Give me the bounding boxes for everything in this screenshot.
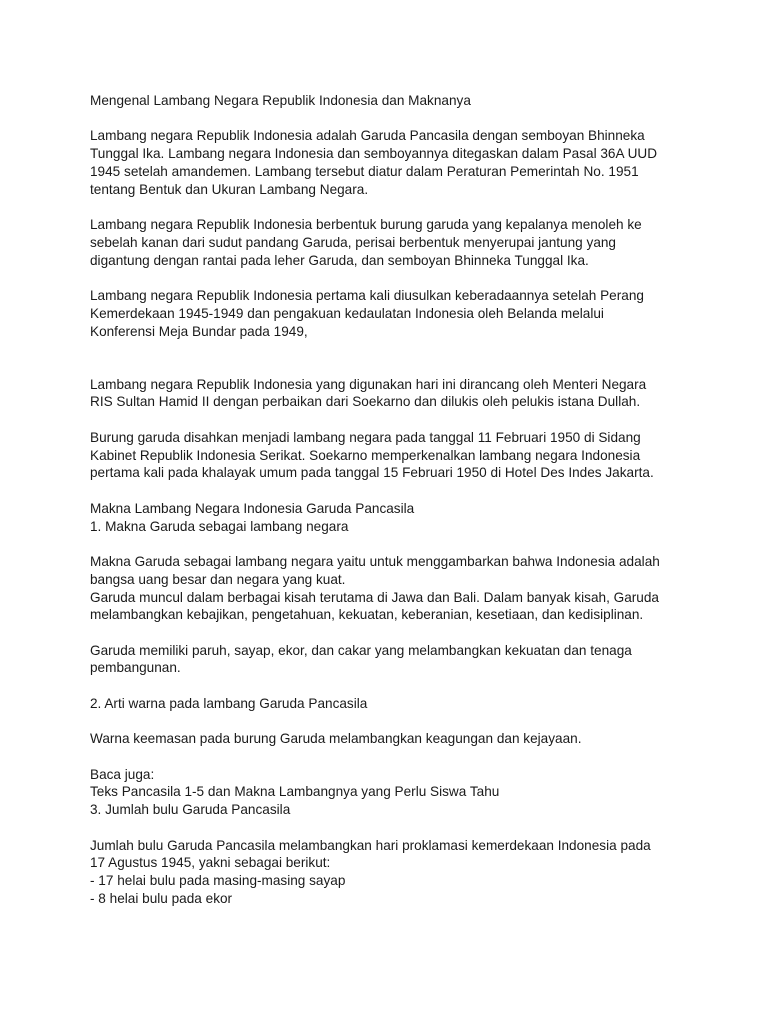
paragraph-6 bbox=[90, 553, 710, 624]
paragraph-line: melambangkan kebajikan, pengetahuan, kekuatan, keberanian, kesetiaan, dan kedisiplinan. bbox=[90, 607, 644, 623]
paragraph-line: Kabinet Republik Indonesia Serikat. Soekarno memperkenalkan lambang negara Indonesia bbox=[90, 447, 641, 463]
paragraph-line: Konferensi Meja Bundar pada 1949, bbox=[90, 323, 308, 339]
paragraph-gap bbox=[90, 482, 710, 500]
paragraph-line: Lambang negara Republik Indonesia yang digunakan hari ini dirancang oleh Menteri Negara bbox=[90, 376, 647, 392]
paragraph-line: pembangunan. bbox=[90, 660, 181, 676]
paragraph-line: Jumlah bulu Garuda Pancasila melambangkan hari proklamasi kemerdekaan Indonesia pada bbox=[90, 837, 651, 853]
list-item: - 17 helai bulu pada masing-masing sayap bbox=[90, 873, 346, 889]
paragraph-line: Garuda memiliki paruh, sayap, ekor, dan cakar yang melambangkan kekuatan dan tenaga bbox=[90, 642, 632, 658]
paragraph-9 bbox=[90, 837, 710, 908]
paragraph-line: sebelah kanan dari sudut pandang Garuda, perisai berbentuk menyerupai jantung yang bbox=[90, 234, 616, 250]
paragraph-5 bbox=[90, 429, 710, 482]
paragraph-gap bbox=[90, 677, 710, 695]
paragraph-gap bbox=[90, 624, 710, 642]
paragraph-line: tentang Bentuk dan Ukuran Lambang Negara. bbox=[90, 181, 369, 197]
paragraph-4 bbox=[90, 376, 710, 412]
paragraph-line: RIS Sultan Hamid II dengan perbaikan dari Soekarno dan dilukis oleh pelukis istana Dullah. bbox=[90, 394, 641, 410]
paragraph-gap bbox=[90, 748, 710, 766]
paragraph-gap bbox=[90, 270, 710, 288]
read-also-label: Baca juga: bbox=[90, 766, 155, 782]
paragraph-gap bbox=[90, 411, 710, 429]
paragraph-gap bbox=[90, 535, 710, 553]
point-1-heading: 1. Makna Garuda sebagai lambang negara bbox=[90, 518, 349, 534]
paragraph-7 bbox=[90, 642, 710, 678]
paragraph-gap bbox=[90, 199, 710, 217]
paragraph-line: digantung dengan rantai pada leher Garuda, dan semboyan Bhinneka Tunggal Ika. bbox=[90, 252, 589, 268]
paragraph-line: Garuda muncul dalam berbagai kisah terutama di Jawa dan Bali. Dalam banyak kisah, Garuda bbox=[90, 589, 659, 605]
paragraph-line: Burung garuda disahkan menjadi lambang negara pada tanggal 11 Februari 1950 di Sidang bbox=[90, 429, 641, 445]
paragraph-line: Kemerdekaan 1945-1949 dan pengakuan kedaulatan Indonesia oleh Belanda melalui bbox=[90, 305, 604, 321]
paragraph-line: pertama kali pada khalayak umum pada tanggal 15 Februari 1950 di Hotel Des Indes Jakarta. bbox=[90, 465, 654, 481]
paragraph-gap bbox=[90, 713, 710, 731]
paragraph-3 bbox=[90, 287, 710, 340]
paragraph-gap bbox=[90, 819, 710, 837]
paragraph-line: Lambang negara Republik Indonesia berbentuk burung garuda yang kepalanya menoleh ke bbox=[90, 217, 642, 233]
section-heading: Makna Lambang Negara Indonesia Garuda Pancasila bbox=[90, 500, 415, 516]
paragraph-line: Lambang negara Republik Indonesia pertama kali diusulkan keberadaannya setelah Perang bbox=[90, 288, 644, 304]
paragraph-2 bbox=[90, 216, 710, 269]
paragraph-gap bbox=[90, 110, 710, 128]
read-also-link[interactable]: Teks Pancasila 1-5 dan Makna Lambangnya yang Perlu Siswa Tahu bbox=[90, 784, 500, 800]
paragraph-line: Tunggal Ika. Lambang negara Indonesia dan semboyannya ditegaskan dalam Pasal 36A UUD bbox=[90, 146, 658, 162]
paragraph-1 bbox=[90, 127, 710, 198]
paragraph-line: Makna Garuda sebagai lambang negara yaitu untuk menggambarkan bahwa Indonesia adalah bbox=[90, 553, 660, 569]
document-title: Mengenal Lambang Negara Republik Indonesia dan Maknanya bbox=[90, 93, 471, 108]
point-3-heading: 3. Jumlah bulu Garuda Pancasila bbox=[90, 802, 291, 818]
paragraph-gap-large bbox=[90, 341, 710, 376]
point-2-heading: 2. Arti warna pada lambang Garuda Pancasila bbox=[90, 695, 368, 711]
paragraph-8: Warna keemasan pada burung Garuda melambangkan keagungan dan kejayaan. bbox=[90, 731, 582, 747]
document-body bbox=[90, 92, 710, 908]
paragraph-line: 17 Agustus 1945, yakni sebagai berikut: bbox=[90, 855, 331, 871]
paragraph-line: Lambang negara Republik Indonesia adalah Garuda Pancasila dengan semboyan Bhinneka bbox=[90, 128, 645, 144]
paragraph-line: bangsa uang besar dan negara yang kuat. bbox=[90, 571, 346, 587]
list-item: - 8 helai bulu pada ekor bbox=[90, 891, 233, 907]
paragraph-line: 1945 setelah amandemen. Lambang tersebut diatur dalam Peraturan Pemerintah No. 1951 bbox=[90, 163, 639, 179]
